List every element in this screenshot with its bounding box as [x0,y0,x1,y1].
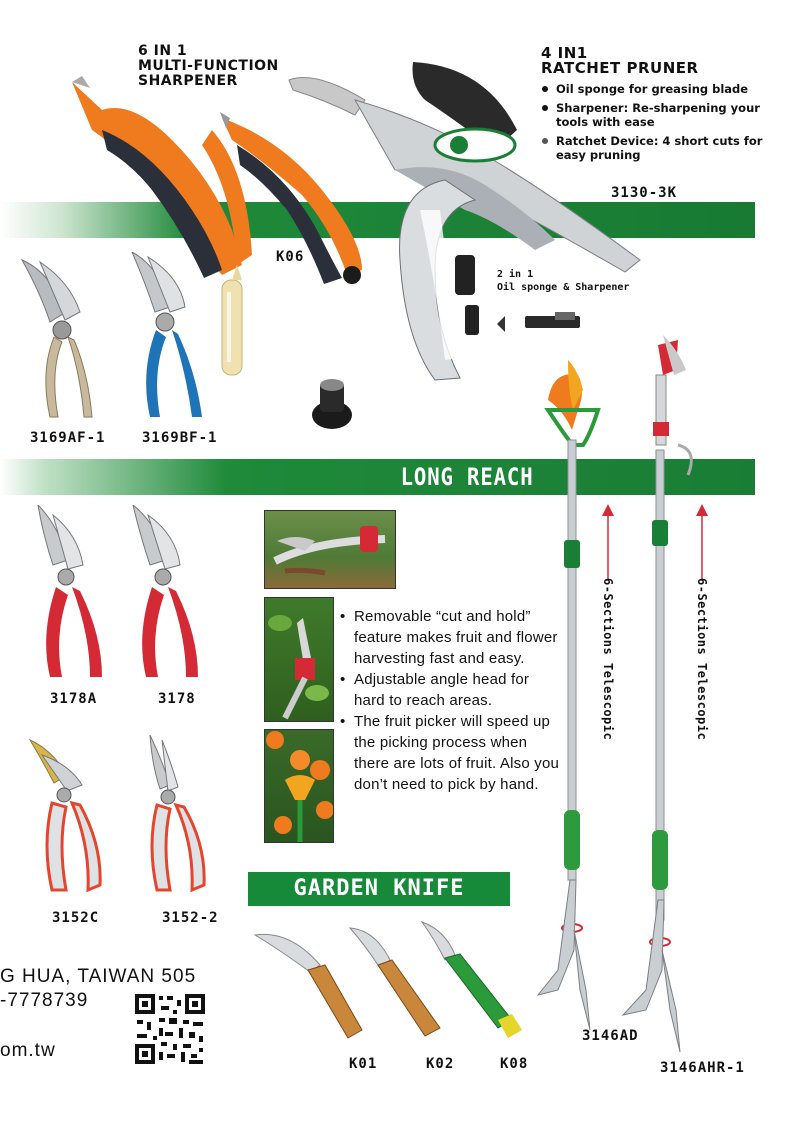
pruner-code-3178a: 3178A [50,691,98,707]
ratchet-bullets: Oil sponge for greasing blade Sharpener: Re-sharpening your tools with ease Ratchet Device: 4 short cuts for easy pruning [556,82,776,162]
accessory-caption: 2 in 1 Oil sponge & Sharpener [497,269,630,293]
ratchet-code: 3130-3K [611,185,678,201]
pruner-code-3169bf1: 3169BF-1 [142,430,218,446]
pruners-row1-illustration [10,252,220,427]
photo-cut-and-hold [264,510,396,589]
feature-item: • Removable “cut and hold” feature makes fruit and flower harvesting fast and easy. [340,606,560,669]
photo-fruit-picker [264,729,334,843]
knife-code-k01: K01 [349,1056,378,1072]
pole-code-3146ahr1: 3146AHR-1 [660,1060,745,1076]
pole-code-3146ad: 3146AD [582,1028,639,1044]
accessory-illustration [495,306,595,332]
garden-knife-title: GARDEN KNIFE [293,876,465,901]
pruners-row2-illustration [28,505,218,685]
contact-address: G HUA, TAIWAN 505 [0,966,197,987]
feature-item: • The fruit picker will speed up the picking process when there are lots of fruit. Also you don’t need to pick by hand. [340,711,560,795]
pruners-row3-illustration [22,735,222,900]
pruner-code-3178: 3178 [158,691,196,707]
contact-phone: -7778739 [0,990,89,1011]
knife-code-k02: K02 [426,1056,455,1072]
sharpener-code: K06 [276,249,305,265]
sharpener-title: 6 IN 1 MULTI-FUNCTION SHARPENER [138,43,279,89]
contact-website: om.tw [0,1040,56,1061]
telescopic-label-1: 6-Sections Telescopic [601,578,615,741]
knives-illustration [250,920,530,1045]
telescopic-label-2: 6-Sections Telescopic [695,578,709,741]
feature-item: • Adjustable angle head for hard to reach areas. [340,669,560,711]
garden-knife-banner [248,872,510,906]
pruner-code-3152c: 3152C [52,910,100,926]
pruner-code-3169af1: 3169AF-1 [30,430,106,446]
long-reach-title: LONG REACH [400,463,533,491]
ratchet-title: 4 IN1 RATCHET PRUNER [541,44,699,77]
knife-code-k08: K08 [500,1056,529,1072]
qr-code-icon[interactable] [133,992,207,1066]
photo-angle-head [264,597,334,722]
pruner-code-3152-2: 3152-2 [162,910,219,926]
feature-list [340,606,560,795]
